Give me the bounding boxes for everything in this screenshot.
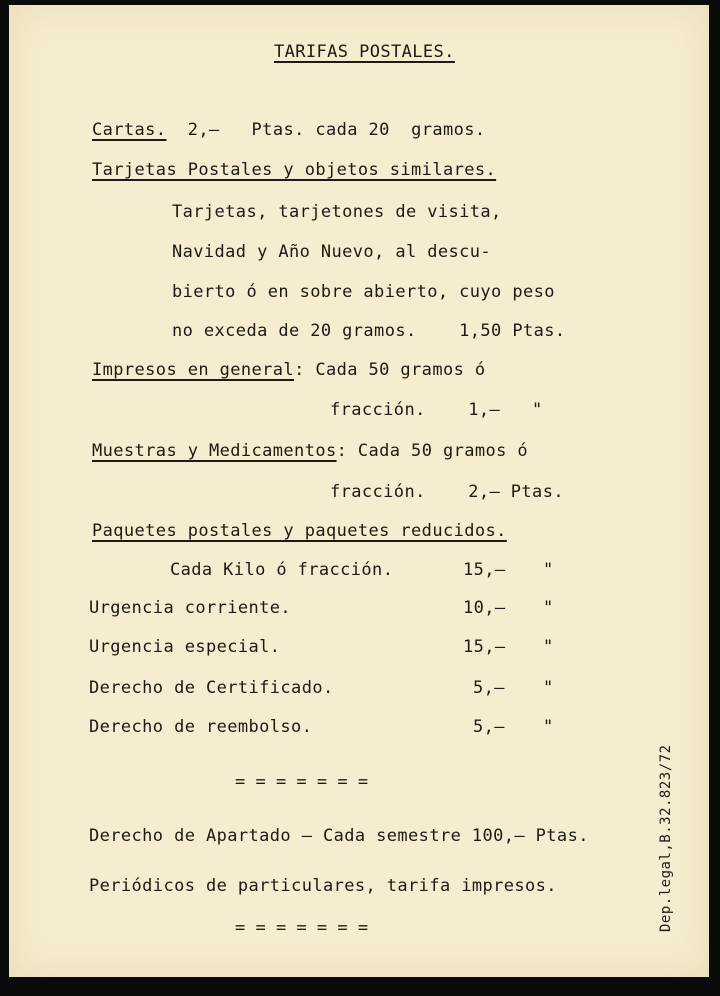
apartado-line: Derecho de Apartado — Cada semestre 100,— Ptas. (89, 826, 589, 846)
tarjetas-line: Tarjetas, tarjetones de visita, (172, 202, 502, 222)
rate-label: Derecho de Certificado. (89, 678, 334, 698)
impresos-rest: : Cada 50 gramos ó (294, 360, 486, 380)
cartas-price: 2,— (187, 120, 220, 140)
rate-label: Urgencia corriente. (89, 598, 292, 618)
tarjetas-line: bierto ó en sobre abierto, cuyo peso (172, 282, 555, 302)
cartas-rest: Ptas. cada 20 gramos. (251, 120, 486, 140)
rate-unit: " (543, 637, 554, 657)
rate-label: Cada Kilo ó fracción. (170, 560, 394, 580)
tarjetas-line: Navidad y Año Nuevo, al descu- (172, 242, 492, 262)
muestras-line (92, 441, 528, 461)
page-title: TARIFAS POSTALES. (274, 42, 455, 62)
rate-label: Derecho de reembolso. (89, 717, 313, 737)
rate-unit: " (543, 560, 554, 580)
rate-price: 5,— (473, 717, 505, 737)
deposito-legal: Dep.legal,B.32.823/72 (658, 744, 674, 932)
cartas-label: Cartas. (92, 120, 167, 140)
separator: = = = = = = = (235, 772, 369, 792)
impresos-line (92, 360, 486, 380)
rate-label: Urgencia especial. (89, 637, 281, 657)
paquetes-heading: Paquetes postales y paquetes reducidos. (92, 521, 507, 541)
tarjetas-heading: Tarjetas Postales y objetos similares. (92, 160, 497, 180)
rate-unit: " (543, 598, 554, 618)
muestras-line2: fracción. 2,— Ptas. (330, 482, 564, 502)
tarjetas-line: no exceda de 20 gramos. 1,50 Ptas. (172, 321, 566, 341)
rate-unit: " (543, 717, 554, 737)
impresos-line2: fracción. 1,— " (330, 400, 543, 420)
periodicos-line: Periódicos de particulares, tarifa impresos. (89, 876, 557, 896)
separator: = = = = = = = (235, 918, 369, 938)
rate-price: 15,— (463, 637, 506, 657)
impresos-label: Impresos en general (92, 360, 295, 380)
muestras-label: Muestras y Medicamentos (92, 441, 337, 461)
rate-unit: " (543, 678, 554, 698)
rate-price: 5,— (473, 678, 505, 698)
rate-price: 15,— (463, 560, 506, 580)
muestras-rest: : Cada 50 gramos ó (336, 441, 529, 461)
cartas-line (92, 120, 486, 140)
rate-price: 10,— (463, 598, 506, 618)
